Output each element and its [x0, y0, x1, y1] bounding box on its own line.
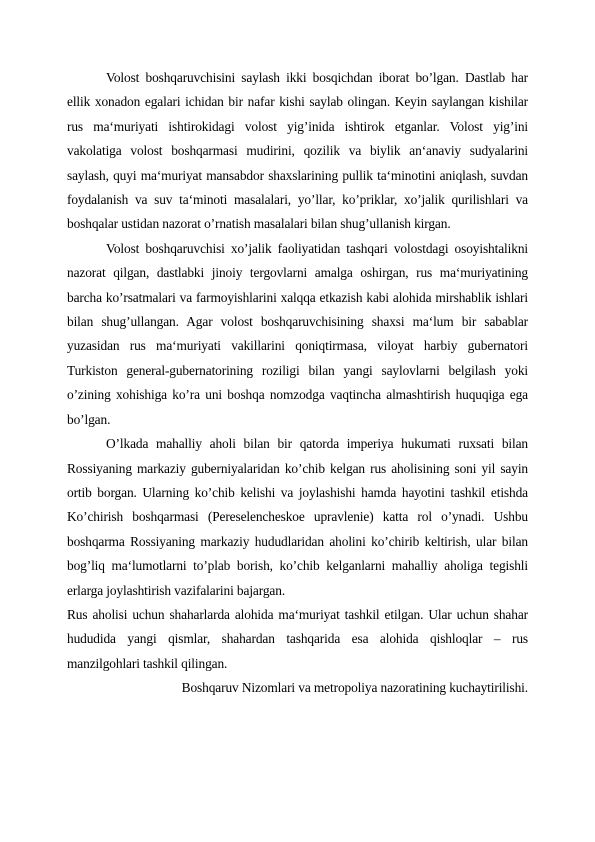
- paragraph-russian-settlers: O’lkada mahalliy aholi bilan bir qatorda imperiya hukumati ruxsati bilan Rossiyaning markaziy guberniyalaridan ko’chib kelgan rus aholisining soni yil sayin ortib borgan. Ularning ko’chib kelishi va joylashishi hamda hayotini tashkil etishda Ko’chirish boshqarmasi (Pereselencheskoe upravlenie) katta rol o’ynadi. Ushbu boshqarma Rossiyaning markaziy hududlaridan aholini ko’chirib keltirish, ular bilan bog’liq ma‘lumotlarni to’plab borish, ko’chib kelganlarni mahalliy aholiga tegishli erlarga joylashtirish vazifalarini bajargan.: [67, 436, 528, 598]
- paragraph-volost-election: Volost boshqaruvchisini saylash ikki bosqichdan iborat bo’lgan. Dastlab har ellik xonadon egalari ichidan bir nafar kishi saylab olingan. Keyin saylangan kishilar rus ma‘muriyati ishtirokidagi volost yig’inida ishtirok etganlar. Volost yig’ini vakolatiga volost boshqarmasi mudirini, qozilik va biylik an‘anaviy sudyalarini saylash, quyi ma‘muriyat mansabdor shaxslarining pullik ta‘minotini aniqlash, suvdan foydalanish va suv ta‘minoti masalalari, yo’llar, ko’priklar, xo’jalik qurilishlari va boshqalar ustidan nazorat o’rnatish masalalari bilan shug’ullanish kirgan.: [67, 70, 528, 232]
- document-body: [67, 66, 528, 701]
- section-heading: Boshqaruv Nizomlari va metropoliya nazoratining kuchaytirilishi.: [181, 680, 528, 696]
- paragraph-russian-administration: Rus aholisi uchun shaharlarda alohida ma‘muriyat tashkil etilgan. Ular uchun shahar hududida yangi qismlar, shahardan tashqarida esa alohida qishloqlar – rus manzilgohlari tashkil qilingan.: [67, 606, 528, 671]
- paragraph-volost-administrator-duties: Volost boshqaruvchisi xo’jalik faoliyatidan tashqari volostdagi osoyishtalikni nazorat qilgan, dastlabki jinoiy tergovlarni amalga oshirgan, rus ma‘muriyatining barcha ko’rsatmalari va farmoyishlarini xalqqa etkazish kabi alohida mirshablik ishlari bilan shug’ullangan. Agar volost boshqaruvchisining shaxsi ma‘lum bir sabablar yuzasidan rus ma‘muriyati vakillarini qoniqtirmasa, viloyat harbiy gubernatori Turkiston general-gubernatorining roziligi bilan yangi saylovlarni belgilash yoki o’zining xohishiga ko’ra uni boshqa nomzodga vaqtincha almashtirish huquqiga ega bo’lgan.: [67, 240, 528, 427]
